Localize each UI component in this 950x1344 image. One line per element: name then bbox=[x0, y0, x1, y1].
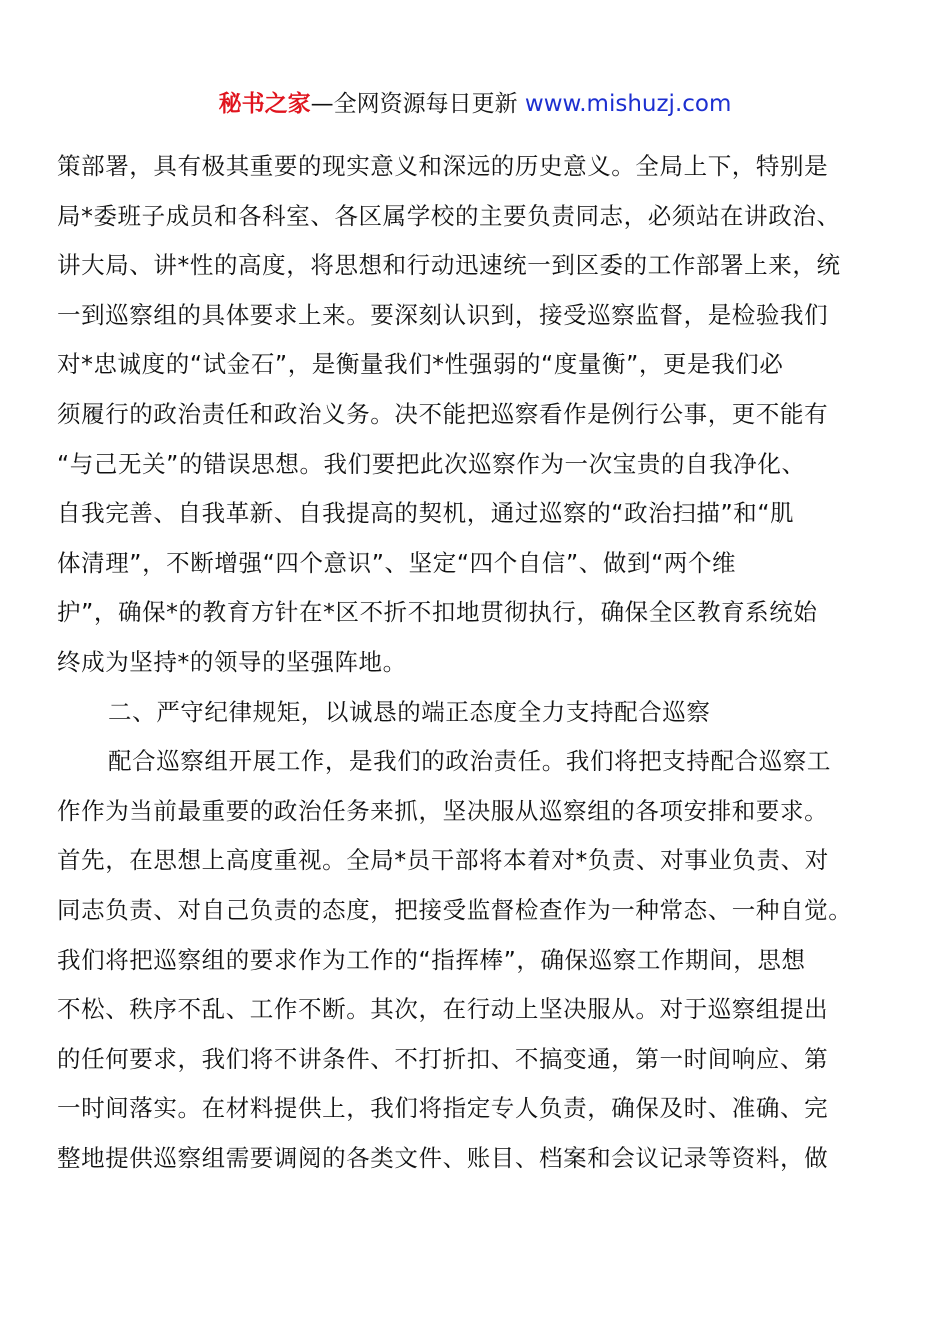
paragraph-first-line: 配合巡察组开展工作，是我们的政治责任。我们将把支持配合巡察工 bbox=[108, 747, 831, 776]
text-line: 整地提供巡察组需要调阅的各类文件、账目、档案和会议记录等资料，做 bbox=[57, 1143, 829, 1172]
text-line: 的任何要求，我们将不讲条件、不打折扣、不搞变通，第一时间响应、第 bbox=[57, 1044, 829, 1073]
section-heading: 二、严守纪律规矩，以诚恳的端正态度全力支持配合巡察 bbox=[108, 697, 711, 726]
text-line: 护”，确保*的教育方针在*区不折不扣地贯彻执行，确保全区教育系统始 bbox=[57, 598, 818, 627]
text-line: 终成为坚持*的领导的坚强阵地。 bbox=[57, 647, 407, 676]
text-line: 一到巡察组的具体要求上来。要深刻认识到，接受巡察监督，是检验我们 bbox=[57, 300, 829, 329]
text-line: 作作为当前最重要的政治任务来抓，坚决服从巡察组的各项安排和要求。 bbox=[57, 796, 829, 825]
text-line: 自我完善、自我革新、自我提高的契机，通过巡察的“政治扫描”和“肌 bbox=[57, 499, 795, 528]
text-line: 策部署，具有极其重要的现实意义和深远的历史意义。全局上下，特别是 bbox=[57, 152, 829, 180]
text-line: 一时间落实。在材料提供上，我们将指定专人负责，确保及时、准确、完 bbox=[57, 1094, 829, 1123]
text-line: 不松、秩序不乱、工作不断。其次，在行动上坚决服从。对于巡察组提出 bbox=[57, 995, 829, 1024]
text-line: 体清理”，不断增强“四个意识”、坚定“四个自信”、做到“两个维 bbox=[57, 548, 737, 577]
site-header bbox=[0, 88, 950, 120]
site-url-link[interactable]: www.mishuzj.com bbox=[524, 91, 732, 117]
text-line: 对*忠诚度的“试金石”，是衡量我们*性强弱的“度量衡”，更是我们必 bbox=[57, 350, 784, 379]
text-line: 讲大局、讲*性的高度，将思想和行动迅速统一到区委的工作部署上来，统 bbox=[57, 251, 841, 280]
text-line: 须履行的政治责任和政治义务。决不能把巡察看作是例行公事，更不能有 bbox=[57, 399, 829, 428]
header-tagline: —全网资源每日更新 bbox=[310, 91, 525, 117]
text-line: 同志负责、对自己负责的态度，把接受监督检查作为一种常态、一种自觉。 bbox=[57, 895, 853, 924]
brand-name: 秘书之家 bbox=[218, 91, 311, 117]
text-line: 首先，在思想上高度重视。全局*员干部将本着对*负责、对事业负责、对 bbox=[57, 846, 829, 875]
text-line: “与己无关”的错误思想。我们要把此次巡察作为一次宝贵的自我净化、 bbox=[57, 449, 806, 478]
document-body bbox=[57, 142, 897, 1183]
text-line: 局*委班子成员和各科室、各区属学校的主要负责同志，必须站在讲政治、 bbox=[57, 201, 841, 230]
text-line: 我们将把巡察组的要求作为工作的“指挥棒”，确保巡察工作期间，思想 bbox=[57, 945, 806, 974]
